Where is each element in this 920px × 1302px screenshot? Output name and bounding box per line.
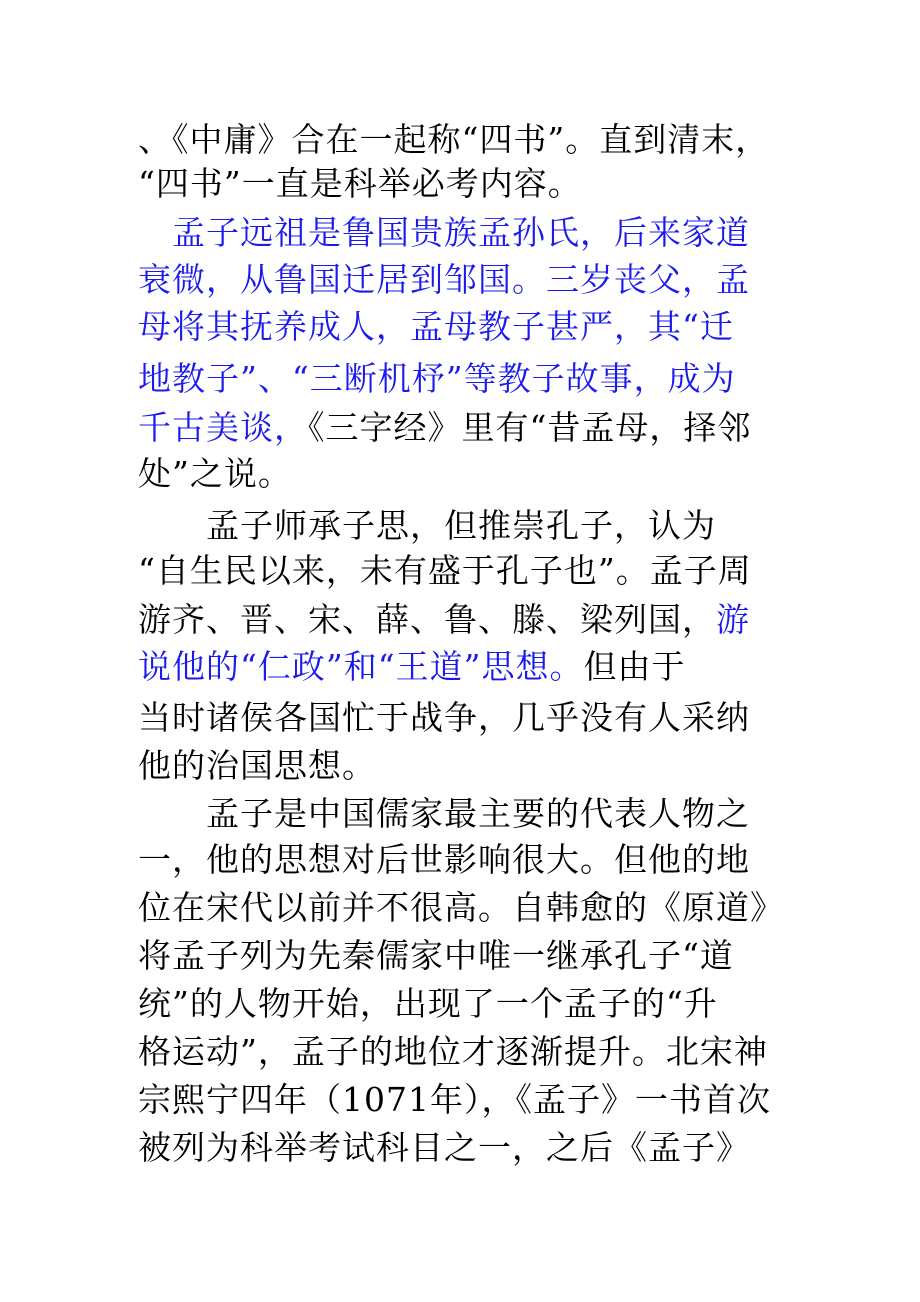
highlighted-text-segment: 游 (716, 600, 750, 639)
paragraph-3-line-5 (138, 694, 798, 742)
highlighted-text-segment: 衰微，从鲁国迁居到邹国。三岁丧父，孟 (138, 260, 750, 299)
text-line-1 (138, 116, 798, 164)
text-segment: 处”之说。 (138, 454, 292, 493)
paragraph-4-line-5 (138, 980, 798, 1028)
text-segment: 、《中庸》合在一起称“四书”。直到清末， (138, 120, 770, 159)
text-segment: 孟子是中国儒家最主要的代表人物之 (138, 794, 750, 833)
paragraph-2-line-6 (138, 450, 798, 498)
highlighted-text-segment: 千古美谈， (138, 408, 308, 447)
text-segment: “自生民以来，未有盛于孔子也”。孟子周 (138, 551, 752, 590)
text-segment: 当时诸侯各国忙于战争，几乎没有人采纳 (138, 698, 750, 737)
text-segment: 格运动”，孟子的地位才逐渐提升。北宋神 (138, 1032, 768, 1071)
text-line-2 (138, 160, 798, 208)
paragraph-3-line-3 (138, 596, 798, 644)
highlighted-text-segment: 母将其抚养成人，孟母教子甚严，其“迁 (138, 307, 734, 346)
paragraph-2-line-2 (138, 256, 798, 304)
paragraph-3-line-2 (138, 547, 798, 595)
text-segment: 《三字经》里有“昔孟母，择邻 (308, 408, 752, 447)
text-segment: 将孟子列为先秦儒家中唯一继承孔子“道 (138, 936, 734, 975)
paragraph-4-line-4 (138, 932, 798, 980)
paragraph-3-line-1 (138, 502, 798, 550)
text-segment: 一，他的思想对后世影响很大。但他的地 (138, 840, 750, 879)
highlighted-text-segment: 地教子”、“三断机杼”等教子故事，成为 (138, 359, 736, 398)
text-segment: 他的治国思想。 (138, 746, 376, 785)
text-segment: 游齐、晋、宋、薛、鲁、滕、梁列国， (138, 600, 716, 639)
paragraph-2-line-1 (138, 209, 798, 257)
paragraph-4-line-7 (138, 1076, 798, 1124)
paragraph-4-line-6 (138, 1028, 798, 1076)
paragraph-4-line-2 (138, 836, 798, 884)
highlighted-text-segment: 孟子远祖是鲁国贵族孟孙氏，后来家道 (138, 213, 750, 252)
paragraph-3-line-6 (138, 742, 798, 790)
paragraph-2-line-4 (138, 355, 798, 403)
highlighted-text-segment: 说他的“仁政”和“王道”思想。 (138, 647, 584, 686)
text-segment: 但由于 (583, 647, 686, 686)
text-segment: 被列为科举考试科目之一，之后《孟子》 (138, 1128, 750, 1167)
text-segment: 宗熙宁四年（1071年），《孟子》一书首次 (138, 1080, 771, 1119)
paragraph-2-line-5 (138, 404, 798, 452)
paragraph-2-line-3 (138, 303, 798, 351)
paragraph-4-line-1 (138, 790, 798, 838)
text-segment: 孟子师承子思，但推崇孔子，认为 (138, 506, 716, 545)
paragraph-4-line-8 (138, 1124, 798, 1172)
text-segment: 统”的人物开始，出现了一个孟子的“升 (138, 984, 718, 1023)
paragraph-3-line-4 (138, 643, 798, 691)
text-segment: “四书”一直是科举必考内容。 (138, 164, 582, 203)
paragraph-4-line-3 (138, 884, 798, 932)
text-segment: 位在宋代以前并不很高。自韩愈的《原道》 (138, 888, 784, 927)
